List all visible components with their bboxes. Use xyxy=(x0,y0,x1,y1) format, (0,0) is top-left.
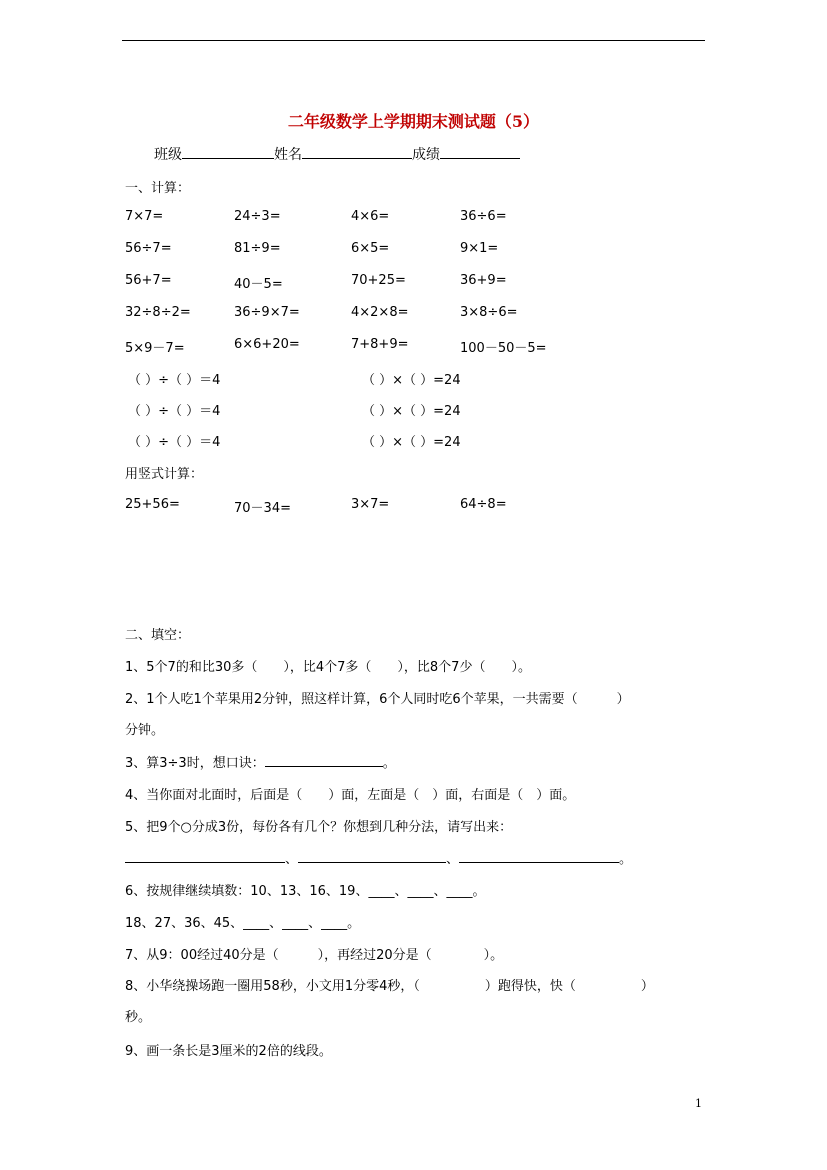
calc-item: 24÷3= xyxy=(234,209,281,224)
separator: 、 xyxy=(446,852,460,867)
fill-blank-multiplication: （ ）×（ ）=24 xyxy=(362,373,461,388)
calc-item: 3×8÷6= xyxy=(460,305,518,320)
vertical-calc-item: 3×7= xyxy=(351,497,390,512)
question-1: 1、5个7的和比30多（ ），比4个7多（ ），比8个7少（ ）。 xyxy=(125,660,531,675)
class-blank[interactable] xyxy=(182,144,274,159)
question-9: 9、画一条长是3厘米的2倍的线段。 xyxy=(125,1044,332,1059)
calc-item: 81÷9= xyxy=(234,241,281,256)
name-blank[interactable] xyxy=(302,144,412,159)
calc-item: 6×6+20= xyxy=(234,337,300,352)
name-label: 姓名 xyxy=(274,147,302,163)
question-7: 7、从9：00经过40分是（ ），再经过20分是（ ）。 xyxy=(125,948,504,963)
separator: 、 xyxy=(285,852,299,867)
calc-item: 40－5= xyxy=(234,277,283,292)
calc-item: 70+25= xyxy=(351,273,406,288)
question-6-continued: 18、27、36、45、____、____、____。 xyxy=(125,916,361,931)
student-info xyxy=(154,144,520,164)
vertical-calc-heading: 用竖式计算： xyxy=(125,467,204,482)
calc-item: 4×6= xyxy=(351,209,390,224)
calc-item: 32÷8÷2= xyxy=(125,305,191,320)
page-number: 1 xyxy=(695,1097,702,1110)
fill-blank-division: （ ）÷（ ）＝4 xyxy=(128,373,221,388)
section1-heading: 一、计算： xyxy=(125,181,191,196)
calc-item: 4×2×8= xyxy=(351,305,409,320)
calc-item: 100－50－5= xyxy=(460,341,547,356)
fill-blank-multiplication: （ ）×（ ）=24 xyxy=(362,435,461,450)
question-2: 2、1个人吃1个苹果用2分钟，照这样计算，6个人同时吃6个苹果，一共需要（ ） xyxy=(125,692,630,707)
question-5-answers xyxy=(125,848,632,867)
calc-item: 7+8+9= xyxy=(351,337,409,352)
score-blank[interactable] xyxy=(440,144,520,159)
answer-blank[interactable] xyxy=(125,848,285,863)
calc-item: 56÷7= xyxy=(125,241,172,256)
class-label: 班级 xyxy=(154,147,182,163)
calc-item: 36÷6= xyxy=(460,209,507,224)
header-rule xyxy=(122,40,705,41)
calc-item: 36÷9×7= xyxy=(234,305,300,320)
vertical-calc-item: 70－34= xyxy=(234,501,291,516)
question-3-blank[interactable] xyxy=(265,752,383,767)
score-label: 成绩 xyxy=(412,147,440,163)
fill-blank-multiplication: （ ）×（ ）=24 xyxy=(362,404,461,419)
calc-item: 5×9－7= xyxy=(125,341,185,356)
calc-item: 7×7= xyxy=(125,209,164,224)
question-8-continued: 秒。 xyxy=(125,1010,152,1025)
fill-blank-division: （ ）÷（ ）＝4 xyxy=(128,404,221,419)
question-4: 4、当你面对北面时，后面是（ ）面，左面是（ ）面，右面是（ ）面。 xyxy=(125,788,576,803)
calc-item: 56+7= xyxy=(125,273,172,288)
page-title: 二年级数学上学期期末测试题（5） xyxy=(287,112,540,131)
answer-blank[interactable] xyxy=(298,848,446,863)
calc-item: 9×1= xyxy=(460,241,499,256)
question-6: 6、按规律继续填数：10、13、16、19、____、____、____。 xyxy=(125,884,486,899)
vertical-calc-item: 64÷8= xyxy=(460,497,507,512)
fill-blank-division: （ ）÷（ ）＝4 xyxy=(128,435,221,450)
calc-item: 6×5= xyxy=(351,241,390,256)
vertical-calc-item: 25+56= xyxy=(125,497,180,512)
section2-heading: 二、填空： xyxy=(125,628,191,643)
answer-end: 。 xyxy=(619,852,633,867)
question-3-end: 。 xyxy=(382,756,396,771)
question-5: 5、把9个○分成3份，每份各有几个？你想到几种分法，请写出来： xyxy=(125,820,513,835)
calc-item: 36+9= xyxy=(460,273,507,288)
question-8: 8、小华绕操场跑一圈用58秒，小文用1分零4秒，（ ）跑得快，快（ ） xyxy=(125,979,654,994)
question-2-continued: 分钟。 xyxy=(125,723,165,738)
question-3-text: 3、算3÷3时，想口诀： xyxy=(125,756,265,771)
question-3 xyxy=(125,752,396,771)
answer-blank[interactable] xyxy=(459,848,619,863)
